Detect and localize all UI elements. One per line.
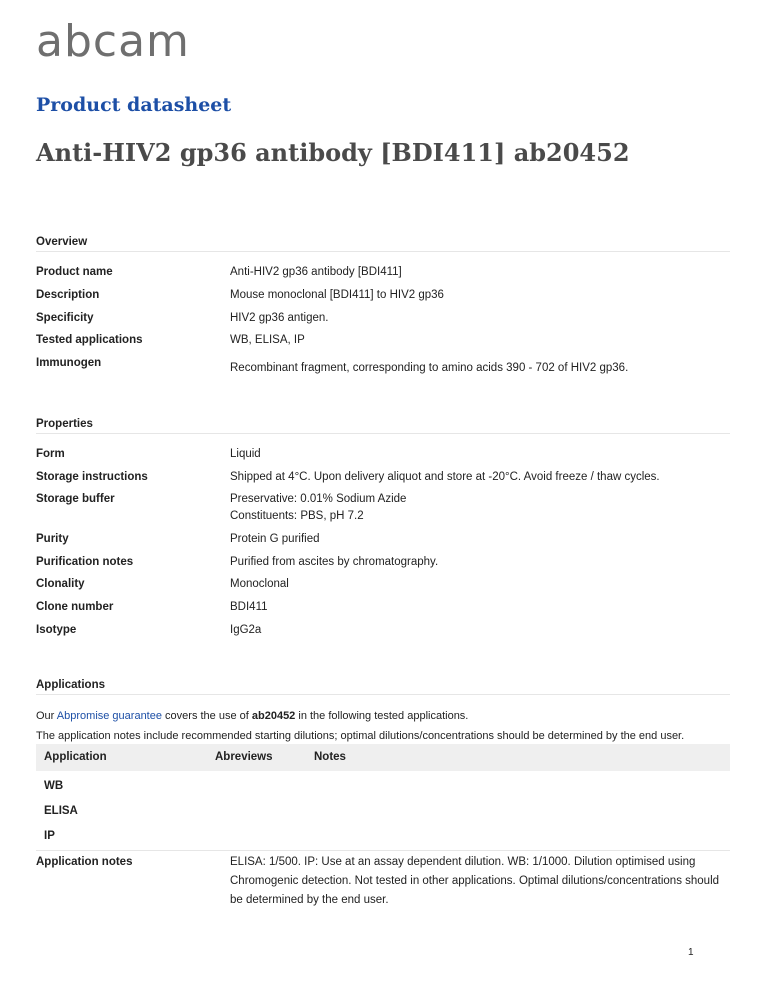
specificity-label: Specificity <box>36 312 94 324</box>
application-notes-divider <box>36 850 730 851</box>
isotype-label: Isotype <box>36 624 77 636</box>
applications-section-title: Applications <box>36 679 106 691</box>
storage-instructions-label: Storage instructions <box>36 471 148 483</box>
column-header-abreviews: Abreviews <box>215 751 273 763</box>
application-notes-label: Application notes <box>36 856 133 868</box>
immunogen-label: Immunogen <box>36 357 102 369</box>
intro-mid: covers the use of <box>161 710 252 722</box>
clonality-label: Clonality <box>36 578 85 590</box>
description-label: Description <box>36 289 100 301</box>
form-label: Form <box>36 448 65 460</box>
applications-divider <box>36 694 730 695</box>
column-header-application: Application <box>44 751 107 763</box>
properties-section-title: Properties <box>36 418 93 430</box>
immunogen-value: Recombinant fragment, corresponding to amino acids 390 - 702 of HIV2 gp36. <box>230 362 629 374</box>
purification-notes-label: Purification notes <box>36 556 134 568</box>
intro-suffix: in the following tested applications. <box>295 710 469 722</box>
table-row-ip: IP <box>44 830 55 842</box>
purity-value: Protein G purified <box>230 533 320 545</box>
application-notes-intro: The application notes include recommended starting dilutions; optimal dilutions/concentrations should be determined by the end user. <box>36 730 685 742</box>
tested-applications-label: Tested applications <box>36 334 143 346</box>
purity-label: Purity <box>36 533 69 545</box>
abcam-logo: abcam <box>36 16 190 67</box>
overview-divider <box>36 251 730 252</box>
intro-product-code: ab20452 <box>251 710 296 722</box>
storage-buffer-value-constituents: Constituents: PBS, pH 7.2 <box>230 510 364 522</box>
application-notes-value: ELISA: 1/500. IP: Use at an assay dependent dilution. WB: 1/1000. Dilution optimised using Chromogenic detection. Not tested in other applications. Optimal dilutions/concentrations should be determined by the end user. <box>230 856 720 906</box>
description-value: Mouse monoclonal [BDI411] to HIV2 gp36 <box>230 289 444 301</box>
tested-applications-value: WB, ELISA, IP <box>230 334 305 346</box>
storage-buffer-value-preservative: Preservative: 0.01% Sodium Azide <box>230 493 407 505</box>
purification-notes-value: Purified from ascites by chromatography. <box>230 556 439 568</box>
abpromise-intro <box>36 710 468 722</box>
properties-divider <box>36 433 730 434</box>
specificity-value: HIV2 gp36 antigen. <box>230 312 329 324</box>
page-number: 1 <box>688 947 694 958</box>
applications-table-header <box>36 744 730 771</box>
product-name-value: Anti-HIV2 gp36 antibody [BDI411] <box>230 266 402 278</box>
clone-number-value: BDI411 <box>230 601 268 613</box>
column-header-notes: Notes <box>314 751 346 763</box>
clonality-value: Monoclonal <box>230 578 289 590</box>
abpromise-guarantee-link[interactable]: Abpromise guarantee <box>56 710 162 722</box>
storage-instructions-value: Shipped at 4°C. Upon delivery aliquot and store at -20°C. Avoid freeze / thaw cycles. <box>230 471 660 483</box>
isotype-value: IgG2a <box>230 624 262 636</box>
clone-number-label: Clone number <box>36 601 114 613</box>
form-value: Liquid <box>230 448 261 460</box>
doc-type-heading: Product datasheet <box>36 94 232 116</box>
page-title: Anti-HIV2 gp36 antibody [BDI411] ab20452 <box>36 138 630 167</box>
intro-prefix: Our <box>36 710 57 722</box>
storage-buffer-label: Storage buffer <box>36 493 115 505</box>
table-row-elisa: ELISA <box>44 805 78 817</box>
table-row-wb: WB <box>44 780 64 792</box>
overview-section-title: Overview <box>36 236 88 248</box>
product-name-label: Product name <box>36 266 113 278</box>
